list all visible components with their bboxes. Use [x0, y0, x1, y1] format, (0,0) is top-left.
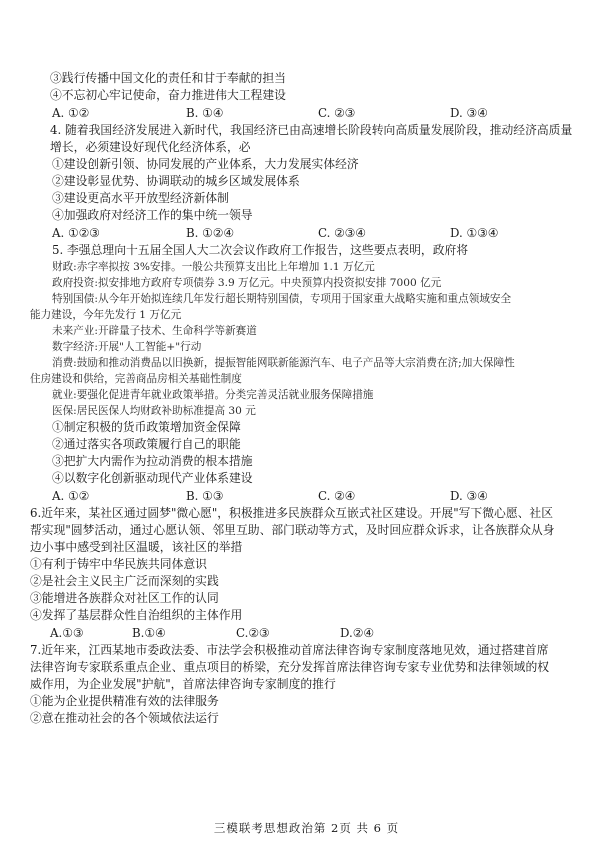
- q3-item-4: ④不忘初心牢记使命，奋力推进伟大工程建设: [50, 88, 286, 102]
- q5-point-bonds-2: 能力建设，今年先发行 1 万亿元: [30, 309, 182, 321]
- q6-stem-line-2: 帮实现"圆梦活动，通过心愿认领、邻里互助、部门联动等方式，及时回应群众诉求，让各族群众从身: [30, 523, 555, 537]
- q4-stem-line-2: 增长，必须建设好现代化经济体系，必: [50, 140, 251, 154]
- q4-option-b[interactable]: B. ①②④: [186, 226, 234, 240]
- q3-options: [30, 104, 588, 122]
- q5-item-4: ④以数字化创新驱动现代产业体系建设: [52, 471, 253, 485]
- q5-point-consumption-2: 住房建设和供给，完善商品房相关基础性制度: [30, 373, 242, 385]
- q4-options: [30, 224, 588, 242]
- q4-item-2: ②建设彰显优势、协调联动的城乡区域发展体系: [52, 174, 300, 188]
- q5-option-c[interactable]: C. ②④: [318, 489, 356, 503]
- q7-item-2: ②意在推动社会的各个领域依法运行: [30, 711, 219, 725]
- q5-point-employment: 就业:要强化促进青年就业政策举措。分类完善灵活就业服务保障措施: [52, 389, 374, 401]
- q5-point-medical: 医保:居民医保人均财政补助标准提高 30 元: [52, 405, 256, 417]
- q5-point-future-industry: 未来产业:开辟量子技术、生命科学等新赛道: [52, 325, 257, 337]
- q4-item-4: ④加强政府对经济工作的集中统一领导: [52, 208, 253, 222]
- q7-stem-line-2: 法律咨询专家联系重点企业、重点项目的桥梁，充分发挥首席法律咨询专家专业优势和法律领域的权: [30, 660, 550, 674]
- q6-item-3: ③能增进各族群众对社区工作的认同: [30, 591, 219, 605]
- q6-item-2: ②是社会主义民主广泛而深刻的实践: [30, 574, 219, 588]
- q4-item-3: ③建设更高水平开放型经济新体制: [52, 191, 229, 205]
- q5-item-1: ①制定积极的货币政策增加资金保障: [52, 420, 241, 434]
- q7-stem-line-1: 7.近年来，江西某地市委政法委、市法学会积极推动首席法律咨询专家制度落地见效，通过搭建首席: [30, 643, 549, 657]
- q6-item-4: ④发挥了基层群众性自治组织的主体作用: [30, 608, 243, 622]
- q5-item-2: ②通过落实各项政策履行自己的职能: [52, 437, 241, 451]
- q5-point-fiscal: 财政:赤字率拟按 3%安排。一般公共预算支出比上年增加 1.1 万亿元: [52, 261, 375, 273]
- q3-option-a[interactable]: A. ①②: [52, 106, 90, 120]
- q6-stem-line-3: 边小事中感受到社区温暖，该社区的举措: [30, 540, 243, 554]
- q6-option-b[interactable]: B.①④: [132, 626, 166, 640]
- q5-option-a[interactable]: A. ①②: [52, 489, 90, 503]
- q5-item-3: ③把扩大内需作为拉动消费的根本措施: [52, 454, 253, 468]
- q7-stem-line-3: 威作用，为企业发展"护航"，首席法律咨询专家制度的推行: [30, 677, 336, 691]
- q4-option-d[interactable]: D. ①③④: [450, 226, 499, 240]
- q4-option-c[interactable]: C. ②③④: [318, 226, 366, 240]
- q6-item-1: ①有利于铸牢中华民族共同体意识: [30, 557, 207, 571]
- q6-options: [30, 624, 588, 642]
- q5-option-b[interactable]: B. ①③: [186, 489, 224, 503]
- q6-option-a[interactable]: A.①③: [50, 626, 84, 640]
- q6-option-c[interactable]: C.②③: [236, 626, 270, 640]
- q4-option-a[interactable]: A. ①②③: [52, 226, 100, 240]
- q4-item-1: ①建设创新引领、协同发展的产业体系，大力发展实体经济: [52, 157, 359, 171]
- q3-option-b[interactable]: B. ①④: [186, 106, 224, 120]
- q5-stem: 5. 李强总理向十五届全国人大二次会议作政府工作报告，这些要点表明，政府将: [52, 243, 469, 257]
- q3-item-3: ③践行传播中国文化的责任和甘于奉献的担当: [50, 71, 286, 85]
- q5-point-bonds-1: 特别国债:从今年开始拟连续几年发行超长期特别国债，专项用于国家重大战略实施和重点领域安全: [52, 293, 512, 305]
- q3-option-c[interactable]: C. ②③: [318, 106, 356, 120]
- exam-page: [30, 70, 588, 727]
- q5-point-investment: 政府投资:拟安排地方政府专项债券 3.9 万亿元。中央预算内投资拟安排 7000 亿元: [52, 277, 442, 289]
- q5-option-d[interactable]: D. ③④: [450, 489, 488, 503]
- q5-point-digital-economy: 数字经济:开展"人工智能+"行动: [52, 341, 202, 353]
- q7-item-1: ①能为企业提供精准有效的法律服务: [30, 694, 219, 708]
- q5-point-consumption-1: 消费:鼓励和推动消费品以旧换新，提振智能网联新能源汽车、电子产品等大宗消费在济;加大保障性: [52, 357, 515, 369]
- q5-options: [30, 487, 588, 505]
- q6-stem-line-1: 6.近年来，某社区通过圆梦"微心愿"，积极推进多民族群众互嵌式社区建设。开展"写下微心愿、社区: [30, 506, 554, 520]
- page-footer: 三模联考思想政治第 2页 共 6 页: [213, 821, 400, 835]
- q3-option-d[interactable]: D. ③④: [450, 106, 488, 120]
- q4-stem-line-1: 4. 随着我国经济发展进入新时代，我国经济已由高速增长阶段转向高质量发展阶段，推动经济高质量: [50, 123, 573, 137]
- q6-option-d[interactable]: D.②④: [340, 626, 374, 640]
